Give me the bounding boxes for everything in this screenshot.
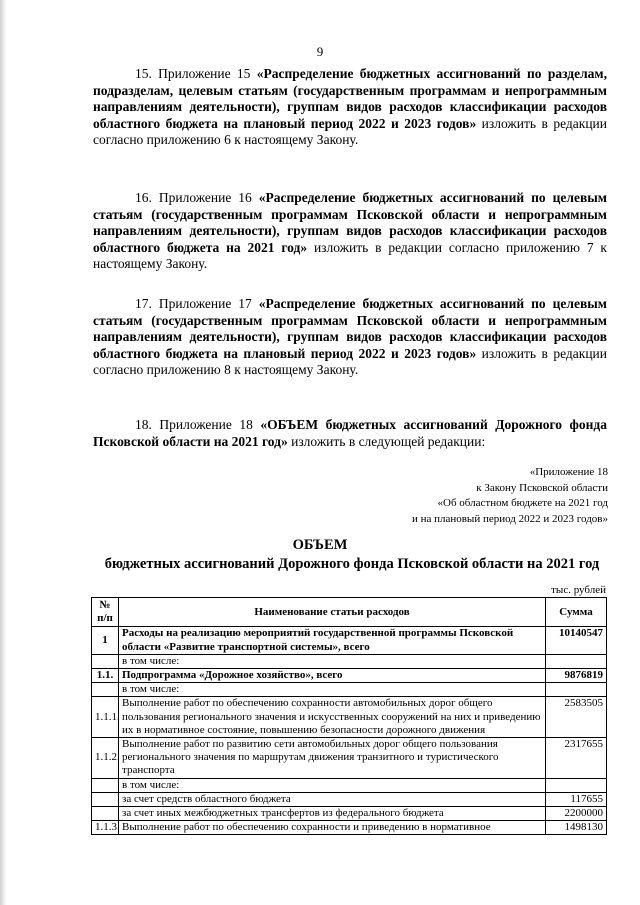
row-name: в том числе: [119, 683, 546, 697]
paragraph-16-bold: «Распределение бюджетных ассигнований по целевым статьям (государственным программам Псковской области и непрограммным направлениям деятельности), группам видов расходов классификации расходов областного бюджета на 2021 год» [93, 190, 607, 255]
paragraph-15-prefix: 15. Приложение 15 [135, 66, 257, 81]
header-name: Наименование статьи расходов [119, 598, 546, 627]
row-sum: 1498130 [546, 821, 607, 835]
table-row [92, 738, 607, 779]
row-num [92, 778, 119, 792]
document-title: ОБЪЕМ [292, 537, 348, 553]
row-name: в том числе: [119, 654, 546, 668]
table-row [92, 821, 607, 835]
table-row [92, 778, 607, 792]
row-num [92, 807, 119, 821]
row-num: 1.1.2. [92, 738, 119, 779]
row-num [92, 654, 119, 668]
table-row [92, 807, 607, 821]
paragraph-16 [93, 190, 607, 273]
row-sum [546, 683, 607, 697]
table-row [92, 792, 607, 806]
paragraph-15-suffix: изложить в редакции согласно приложению 6 к настоящему Закону. [93, 115, 607, 148]
page-number: 9 [316, 44, 324, 59]
row-num: 1.1. [92, 669, 119, 683]
header-sum: Сумма [546, 598, 607, 627]
row-name: Расходы на реализацию мероприятий государственной программы Псковской области «Развитие транспортной системы», всего [119, 627, 546, 654]
header-num: № п/п [92, 598, 119, 627]
row-num: 1.1.1. [92, 697, 119, 738]
scan-edge-shadow [0, 0, 7, 905]
document-subtitle: бюджетных ассигнований Дорожного фонда Псковской области на 2021 год [104, 556, 600, 572]
row-sum: 2200000 [546, 807, 607, 821]
table-row [92, 697, 607, 738]
row-name: Выполнение работ по развитию сети автомобильных дорог общего пользования регионального значения по маршрутам движения транзитного и туристического транспорта [119, 738, 546, 779]
row-sum: 2583505 [546, 697, 607, 738]
table-row [92, 669, 607, 683]
paragraph-17-suffix: изложить в редакции согласно приложению 8 к настоящему Закону. [93, 345, 607, 378]
row-num [92, 792, 119, 806]
table-row [92, 627, 607, 654]
row-sum: 9876819 [546, 669, 607, 683]
paragraph-18-bold: «ОБЪЕМ бюджетных ассигнований Дорожного фонда Псковской области на 2021 год» [93, 417, 607, 449]
appendix-line-4: и на плановый период 2022 и 2023 годов» [411, 512, 608, 525]
paragraph-18-suffix: изложить в следующей редакции: [287, 433, 486, 449]
row-num: 1.1.3. [92, 821, 119, 835]
row-name: за счет иных межбюджетных трансфертов из федерального бюджета [119, 807, 546, 821]
appendix-line-3: «Об областном бюджете на 2021 год [437, 497, 608, 509]
row-sum: 10140547 [546, 627, 607, 654]
row-name: Подпрограмма «Дорожное хозяйство», всего [119, 669, 546, 683]
row-sum: 117655 [546, 792, 607, 806]
row-name: за счет средств областного бюджета [119, 792, 546, 806]
row-sum [546, 654, 607, 668]
row-num: 1 [92, 627, 119, 654]
row-name: в том числе: [119, 778, 546, 792]
units-label: тыс. рублей [551, 584, 606, 596]
row-sum: 2317655 [546, 738, 607, 779]
paragraph-16-prefix: 16. Приложение 16 [135, 190, 259, 205]
paragraph-15 [93, 66, 607, 149]
row-name: Выполнение работ по обеспечению сохранности и приведению в нормативное [119, 821, 546, 835]
appendix-line-1: «Приложение 18 [529, 466, 608, 478]
budget-table [91, 597, 607, 835]
paragraph-16-suffix: изложить в редакции согласно приложению 7 к настоящему Закону. [93, 239, 607, 272]
appendix-header [308, 465, 608, 527]
paragraph-18 [93, 417, 607, 450]
paragraph-15-bold: «Распределение бюджетных ассигнований по разделам, подразделам, целевым статьям (государственным программам и непрограммным направлениям деятельности), группам видов расходов классификации расходов областного бюджета на плановый период 2022 и 2023 годов» [93, 66, 607, 131]
paragraph-17 [93, 296, 607, 379]
paragraph-18-prefix: 18. Приложение 18 [135, 417, 261, 432]
table-row [92, 683, 607, 697]
table-header-row [92, 598, 607, 627]
paragraph-17-bold: «Распределение бюджетных ассигнований по целевым статьям (государственным программам Псковской области и непрограммным направлениям деятельности), группам видов расходов классификации расходов областного бюджета на плановый период 2022 и 2023 годов» [93, 296, 607, 361]
row-sum [546, 778, 607, 792]
row-num [92, 683, 119, 697]
row-name: Выполнение работ по обеспечению сохранности автомобильных дорог общего пользования регионального значения и искусственных сооружений на них и приведению их в нормативное состояние, повышению безопасности дорожного движения [119, 697, 546, 738]
paragraph-17-prefix: 17. Приложение 17 [135, 296, 259, 311]
appendix-line-2: к Закону Псковской области [476, 481, 608, 494]
table-row [92, 654, 607, 668]
